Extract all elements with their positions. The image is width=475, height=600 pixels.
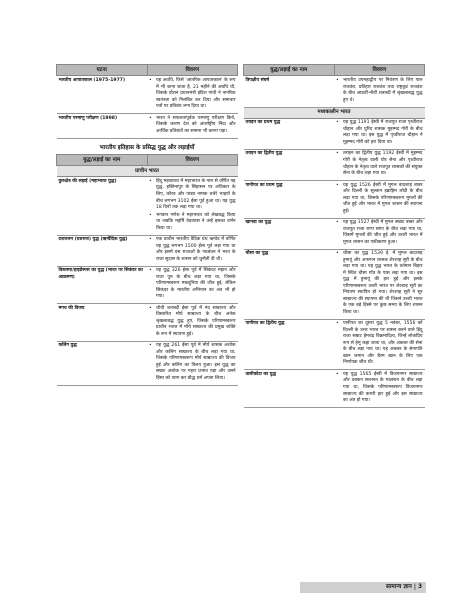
row-description xyxy=(147,304,238,342)
header-battle-description-right: विवरण xyxy=(334,65,425,76)
subheading-row xyxy=(57,166,238,177)
row-name: पानीपत का प्रथम युद्ध xyxy=(244,181,335,219)
bullet-point xyxy=(336,183,423,216)
page-footer: सामान्य ज्ञान | 3 xyxy=(300,582,426,593)
events-table-body xyxy=(57,76,238,138)
bullet-text: भारतीय उपमहाद्वीप पर नियंत्रण के लिए पाल राजवंश, प्रतिहार राजवंश तथा राष्ट्रकूट राजवंश के बीच आठवीं-नौवीं शताब्दी में श्रृंखलाबद्ध युद्ध हुए थे। xyxy=(343,77,423,103)
bullet-text: यह युद्ध 1565 ईस्वी में विजयनगर साम्राज्य और दक्कन सल्तनत के गठबंधन के बीच लड़ा गया था, जिसके परिणामस्वरूप विजयनगर साम्राज्य की करारी हार हुई और इस साम्राज्य का अंत हो गया। xyxy=(343,371,423,404)
bullet-point xyxy=(149,306,236,339)
table-row xyxy=(244,118,425,149)
header-event: घटना xyxy=(57,65,148,76)
row-name: दशराजन (दशराज) युद्ध (ऋग्वैदिक युद्ध) xyxy=(57,235,148,266)
row-name: भारतीय आपातकाल (1975-1977) xyxy=(57,76,148,114)
bullet-point xyxy=(149,78,236,111)
row-name: भारतीय परमाणु परीक्षण (1998) xyxy=(57,114,148,139)
bullet-text: यह अवधि, जिसे 'आंतरिक आपातकाल' के रूप में भी जाना जाता है, 21 महीने की अवधि थी, जिसके दौरान प्रधानमंत्री इंदिरा गांधी ने नागरिक स्वतंत्रता को निलंबित कर दिया और समाचार पत्रों पर प्रतिबंध लगा दिया था। xyxy=(156,77,236,110)
bullet-text: भारत ने सफलतापूर्वक परमाणु परीक्षण किये, जिसके कारण देश को अंतर्राष्ट्रीय निंदा और आर्थिक प्रतिबंधों का सामना भी करना पड़ा। xyxy=(156,115,236,134)
row-description xyxy=(334,149,425,180)
battles-table-left xyxy=(56,154,238,386)
subheading-row-medieval xyxy=(244,107,425,118)
row-description xyxy=(147,177,238,235)
bullet-text: चौथी शताब्दी ईसा पूर्व में नंद साम्राज्य और विस्तारित मौर्य साम्राज्य के बीच अनेक श्रृंखलाबद्ध युद्ध हुए, जिसके परिणामस्वरूप प्राचीन भारत में मौर्य साम्राज्य की प्रमुख शक्ति के रूप में स्थापना हुई। xyxy=(156,305,236,337)
battles-right-body-before xyxy=(244,76,425,107)
bullet-point xyxy=(336,372,423,405)
bullet-text: हिंदू महाकाव्य में महाभारत के नाम से वर्णित यह युद्ध, हस्तिनापुर के सिंहासन पर अधिकार के लिए, कौरव और पांडव नामक चचेरे भाइयों के बीच लगभग 3102 ईसा पूर्व हुआ था। यह युद्ध 18 दिनों तक लड़ा गया था। xyxy=(156,178,236,211)
table-row xyxy=(244,149,425,180)
table-row xyxy=(57,304,238,342)
bullet-icon: • xyxy=(149,305,152,311)
bullet-icon: • xyxy=(149,343,152,349)
bullet-text: चौसा का युद्ध 1539 ई. में मुगल बादशाह हुमायूं और अफगान शासक शेरशाह सूरी के बीच लड़ा गया था। यह युद्ध भारत के वर्तमान बिहार में स्थित चौसा गाँव के पास लड़ा गया था। इस युद्ध में हुमायूं की हार हुई और इसके परिणामस्वरूप उत्तरी भारत पर शेरशाह सूरी का नियंत्रण स्थापित हो गया। शेरशाह सूरी ने सूर साम्राज्य की स्थापना की थी जिसने उत्तरी भारत के एक बड़े हिस्से पर कुछ समय के लिए शासन किया था। xyxy=(343,251,423,315)
row-description xyxy=(334,181,425,219)
bullet-icon: • xyxy=(149,178,152,184)
bullet-text: यह युद्ध 261 ईसा पूर्व में मौर्य शासक अशोक और कलिंग साम्राज्य के बीच लड़ा गया था, जिसके परिणामस्वरूप मौर्य साम्राज्य की विजय हुई और कलिंग का विलय हुआ। इस युद्ध का सम्राट अशोक पर गहरा प्रभाव पड़ा और उसने हिंसा को त्याग कर बौद्ध धर्म अपना लिया। xyxy=(156,343,236,381)
battles-table-left-header xyxy=(57,154,238,165)
row-description xyxy=(147,235,238,266)
bullet-point xyxy=(149,179,236,212)
row-name: पानीपत का द्वितीय युद्ध xyxy=(244,319,335,370)
row-description xyxy=(147,114,238,139)
bullet-point xyxy=(336,120,423,146)
bullet-icon: • xyxy=(336,120,339,126)
header-battle-name-right: युद्ध/लड़ाई का नाम xyxy=(244,65,335,76)
row-description xyxy=(334,76,425,107)
bullet-point xyxy=(336,220,423,246)
row-description xyxy=(147,341,238,385)
bullet-point xyxy=(336,321,423,367)
table-row xyxy=(244,181,425,219)
bullet-text: यह युद्ध 1526 ईस्वी में मुगल बादशाह बाबर और दिल्ली के सुल्तान इब्राहिम लोदी के बीच लड़ा गया था, जिसके परिणामस्वरूप मुगलों की जीत हुई और भारत में मुगल शासन की स्थापना हुई। xyxy=(343,182,423,214)
battles-table-right xyxy=(243,64,425,408)
row-name: चौसा का युद्ध xyxy=(244,249,335,319)
row-name: मगध की विजय xyxy=(57,304,148,342)
bullet-icon: • xyxy=(336,321,339,327)
bullet-text: तराइन का द्वितीय युद्ध 1192 ईस्वी में मुहम्मद गोरी के नेतृत्व वाली घोर सेना और पृथ्वीराज चौहान के नेतृत्व वाले राजपूत शासकों की संयुक्त सेना के बीच लड़ा गया था। xyxy=(343,151,423,177)
right-column xyxy=(243,64,425,408)
bullet-icon: • xyxy=(149,268,152,274)
table-row xyxy=(244,76,425,107)
bullet-text: भगवान गणेश ने महाभारत को लेखबद्ध किया था जबकि महर्षि वेदव्यास ने उन्हें इसका वर्णन किया था। xyxy=(156,212,236,231)
row-name: कलिंग युद्ध xyxy=(57,341,148,385)
bullet-icon: • xyxy=(336,151,339,157)
bullet-text: यह युद्ध 1191 ईस्वी में राजपूत राजा पृथ्वीराज चौहान और घुरिद शासक मुहम्मद गोरी के बीच लड़ा गया था। इस युद्ध में पृथ्वीराज चौहान ने मुहम्मद गोरी को हरा दिया था। xyxy=(343,120,423,145)
bullet-icon: • xyxy=(336,77,339,83)
battles-section-title: भारतीय इतिहास के प्रसिद्ध युद्ध और लड़ाईयाँ xyxy=(99,144,195,151)
row-description xyxy=(334,370,425,408)
bullet-point xyxy=(149,268,236,301)
row-description xyxy=(334,319,425,370)
row-description xyxy=(147,76,238,114)
row-description xyxy=(147,266,238,304)
table-row xyxy=(244,319,425,370)
bullet-icon: • xyxy=(336,371,339,377)
header-battle-description: विवरण xyxy=(147,154,238,165)
table-row xyxy=(244,370,425,408)
events-table-header xyxy=(57,65,238,76)
table-row xyxy=(57,266,238,304)
subheading-ancient-india: प्राचीन भारत xyxy=(57,166,238,177)
battles-right-body-after xyxy=(244,118,425,407)
row-name: त्रिपक्षीय संघर्ष xyxy=(244,76,335,107)
row-name: खानवा का युद्ध xyxy=(244,218,335,249)
bullet-icon: • xyxy=(149,237,152,243)
bullet-point xyxy=(149,213,236,233)
bullet-point xyxy=(336,78,423,104)
bullet-icon: • xyxy=(336,220,339,226)
header-battle-name: युद्ध/लड़ाई का नाम xyxy=(57,154,148,165)
table-row xyxy=(57,235,238,266)
row-name: कुरुक्षेत्र की लड़ाई (महाभारत युद्ध) xyxy=(57,177,148,235)
bullet-icon: • xyxy=(149,77,152,83)
left-column xyxy=(56,64,238,386)
row-name: तराइन का द्वितीय युद्ध xyxy=(244,149,335,180)
bullet-point xyxy=(149,237,236,263)
bullet-point xyxy=(336,251,423,316)
battles-table-right-header xyxy=(244,65,425,76)
events-table xyxy=(56,64,238,139)
table-row xyxy=(57,177,238,235)
table-row xyxy=(244,218,425,249)
table-row xyxy=(57,114,238,139)
bullet-text: यह युद्ध 1527 ईस्वी में मुगल सम्राट बाबर और राजपूत राजा राणा सांगा के बीच लड़ा गया था, जिसमें मुगलों की जीत हुई और उत्तरी भारत में मुगल शासन का एकीकरण हुआ। xyxy=(343,220,423,245)
subheading-medieval-india: मध्यकालीन भारत xyxy=(244,107,425,118)
table-row xyxy=(244,249,425,319)
bullet-icon: • xyxy=(336,182,339,188)
bullet-point xyxy=(149,116,236,136)
table-row xyxy=(57,341,238,385)
row-description xyxy=(334,118,425,149)
row-name: तराइन का प्रथम युद्ध xyxy=(244,118,335,149)
row-name: विस्तस्पा/हाइडेस्पस का युद्ध (भारत पर सिकंदर का आक्रमण) xyxy=(57,266,148,304)
header-description: विवरण xyxy=(147,65,238,76)
table-row xyxy=(57,76,238,114)
bullet-text: एक प्राचीन भारतीय वैदिक ग्रंथ ऋग्वेद में वर्णित यह युद्ध लगभग 1500 ईसा पूर्व लड़ा गया था और इसमें दस राजाओं के गठबंधन ने भरत के राजा सुदास के शासन को चुनौती दी थी। xyxy=(156,237,236,262)
row-description xyxy=(334,249,425,319)
row-description xyxy=(334,218,425,249)
bullet-point xyxy=(336,151,423,177)
bullet-text: यह युद्ध 326 ईसा पूर्व में सिकंदर महान और राजा पुरु के बीच लड़ा गया था, जिसके परिणामस्वरूप मकदूनिया की जीत हुई, लेकिन सिकंदर के भारतीय अभियान का अंत भी हो गया। xyxy=(156,268,236,300)
bullet-text: पानीपत का दूसरा युद्ध 5 नवंबर, 1556 को दिल्ली के उत्तर भारत पर शासन करने वाले हिंदू राजा सम्राट हेमचंद्र विक्रमादित्य, जिन्हें लोकप्रिय रूप से हेमू कहा जाता था, और अकबर की सेना के बीच लड़ा गया था। यह अकबर के सेनापति खान जमान और बैरम खान के लिए एक निर्णायक जीत थी। xyxy=(343,321,423,366)
battles-left-body xyxy=(57,177,238,385)
bullet-icon: • xyxy=(149,115,152,121)
bullet-icon: • xyxy=(149,212,152,218)
row-name: तालीकोटा का युद्ध xyxy=(244,370,335,408)
bullet-icon: • xyxy=(336,251,339,257)
bullet-point xyxy=(149,343,236,382)
